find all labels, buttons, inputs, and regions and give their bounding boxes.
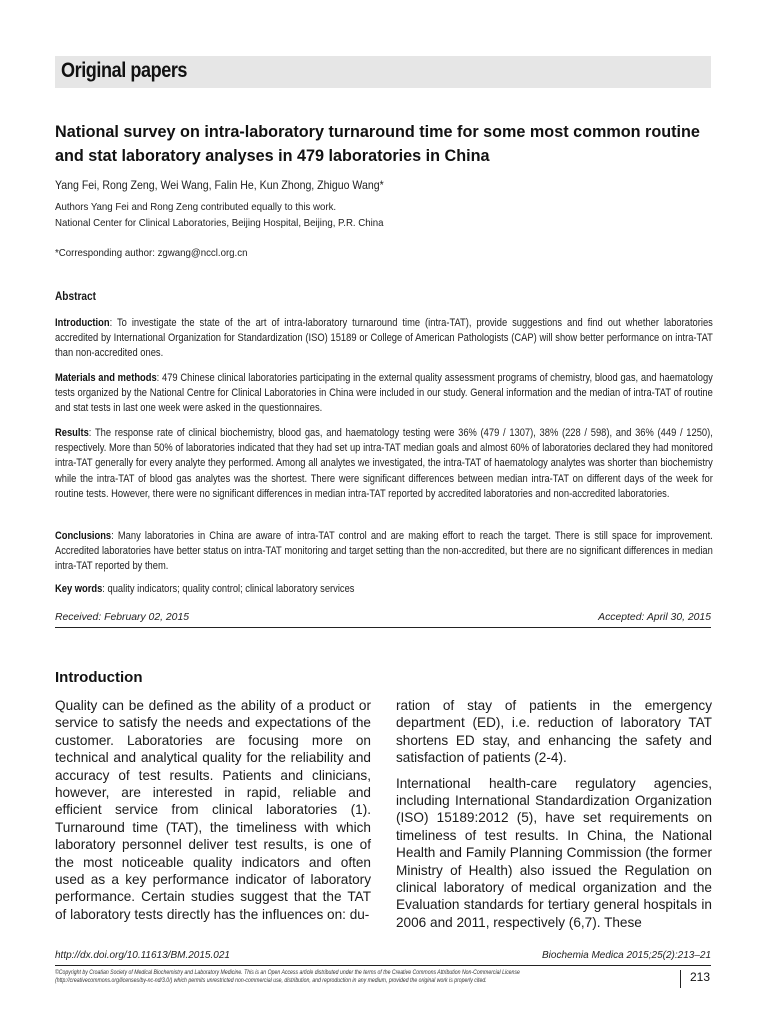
keywords-label: Key words [55,583,103,595]
copyright-line-2: (http://creativecommons.org/licenses/by-nc-nd/3.0/) which permits unrestricted non-commercial use, distribution, and reproduction in any medium, provided the original work is properly cited. [55,978,487,984]
abstract-results-label: Results [55,427,89,439]
dates-divider [55,627,711,628]
abstract-methods [55,371,713,417]
introduction-heading: Introduction [55,669,143,686]
author-list: Yang Fei, Rong Zeng, Wei Wang, Falin He, Kun Zhong, Zhiguo Wang* [55,178,384,192]
abstract-heading: Abstract [55,291,97,303]
body-column-right [396,697,712,939]
accepted-date: Accepted: April 30, 2015 [598,612,711,623]
affiliation: National Center for Clinical Laboratories, Beijing Hospital, Beijing, P.R. China [55,218,384,229]
abstract-conclusions [55,529,713,575]
abstract-methods-text: : 479 Chinese clinical laboratories participating in the external quality assessment programs of chemistry, blood gas, and haematology tests organized by the National Centre for Clinical Laboratories in China were included in our study. General information and the median of intra-TAT of routine and stat tests in last one week were asked in the questionnaires. [55,372,713,415]
page-number-divider [680,970,681,988]
abstract-introduction [55,316,713,362]
abstract-introduction-text: : To investigate the state of the art of intra-laboratory turnaround time (intra-TAT), provide suggestions and find out whether laboratories accredited by International Organization for Standardization (ISO) 15189 or College of American Pathologists (CAP) will show better performance on intra-TAT than non-accredited ones. [55,317,713,360]
body-column-left [55,697,371,931]
footer-divider [55,965,711,966]
copyright-line-1: ©Copyright by Croatian Society of Medical Biochemistry and Laboratory Medicine. This is an Open Access article distributed under the terms of the Creative Commons Attribution Non-Commercial License [55,970,520,976]
copyright-notice [55,969,657,985]
dates-row [55,612,711,627]
abstract-methods-label: Materials and methods [55,372,157,384]
page-number: 213 [690,970,711,984]
corresponding-author: *Corresponding author: zgwang@nccl.org.cn [55,248,248,259]
journal-reference: Biochemia Medica 2015;25(2):213–21 [542,950,711,961]
body-paragraph: International health-care regulatory agencies, including International Standardization Organization (ISO) 15189:2012 (5), have set requirements on timeliness of test results. In China, the National Health and Family Planning Commission (the former Ministry of Health) also issued the Regulation on clinical laboratory of medical organization and the Evaluation standards for tertiary general hospitals in 2006 and 2011, respectively (6,7). These [396,775,712,930]
abstract-keywords [55,582,713,597]
keywords-text: : quality indicators; quality control; clinical laboratory services [102,583,355,595]
abstract-conclusions-label: Conclusions [55,530,112,542]
article-title: National survey on intra-laboratory turnaround time for some most common routine and stat laboratory analyses in 479 laboratories in China [55,123,700,165]
equal-contribution-note: Authors Yang Fei and Rong Zeng contributed equally to this work. [55,202,337,213]
received-date: Received: February 02, 2015 [55,612,190,623]
section-label: Original papers [61,59,188,82]
section-header-bar [55,56,711,88]
abstract-conclusions-text: : Many laboratories in China are aware of intra-TAT control and are making effort to reach the target. There is still space for improvement. Accredited laboratories have better status on intra-TAT monitoring and target setting than the non-accredited, but there are no significant differences in median intra-TAT reported by them. [55,530,713,573]
abstract-results-text: : The response rate of clinical biochemistry, blood gas, and haematology testing were 36% (479 / 1307), 38% (228 / 598), and 36% (449 / 1250), respectively. More than 50% of laboratories indicated that they had set up intra-TAT median goals and almost 60% of laboratories declared they had monitored intra-TAT generally for every analyte they performed. Among all analytes we investigated, the intra-TAT of haematology analytes was shorter than biochemistry while the intra-TAT of blood gas analytes was the shortest. There were significant differences between median intra-TAT on different days of the week for routine tests. However, there were no significant differences in median intra-TAT reported by accredited laboratories and non-accredited laboratories. [55,427,713,500]
body-paragraph: ration of stay of patients in the emergency department (ED), i.e. reduction of laboratory TAT shortens ED stay, and enhancing the safety and satisfaction of patients (2-4). [396,698,712,766]
doi-link[interactable]: http://dx.doi.org/10.11613/BM.2015.021 [55,950,230,961]
body-paragraph: Quality can be defined as the ability of a product or service to satisfy the needs and expectations of the customer. Laboratories are focusing more on technical and analytical quality for the reliability and accuracy of test results. Patients and clinicians, however, are interested in rapid, reliable and efficient service from clinical laboratories (1). Turnaround time (TAT), the timeliness with which laboratory personnel deliver test results, is one of the most noticeable quality indicators and often used as a key performance indicator of laboratory performance. Certain studies suggest that the TAT of laboratory tests directly has the influences on: du- [55,698,371,922]
abstract-results [55,426,713,502]
abstract-introduction-label: Introduction [55,317,110,329]
